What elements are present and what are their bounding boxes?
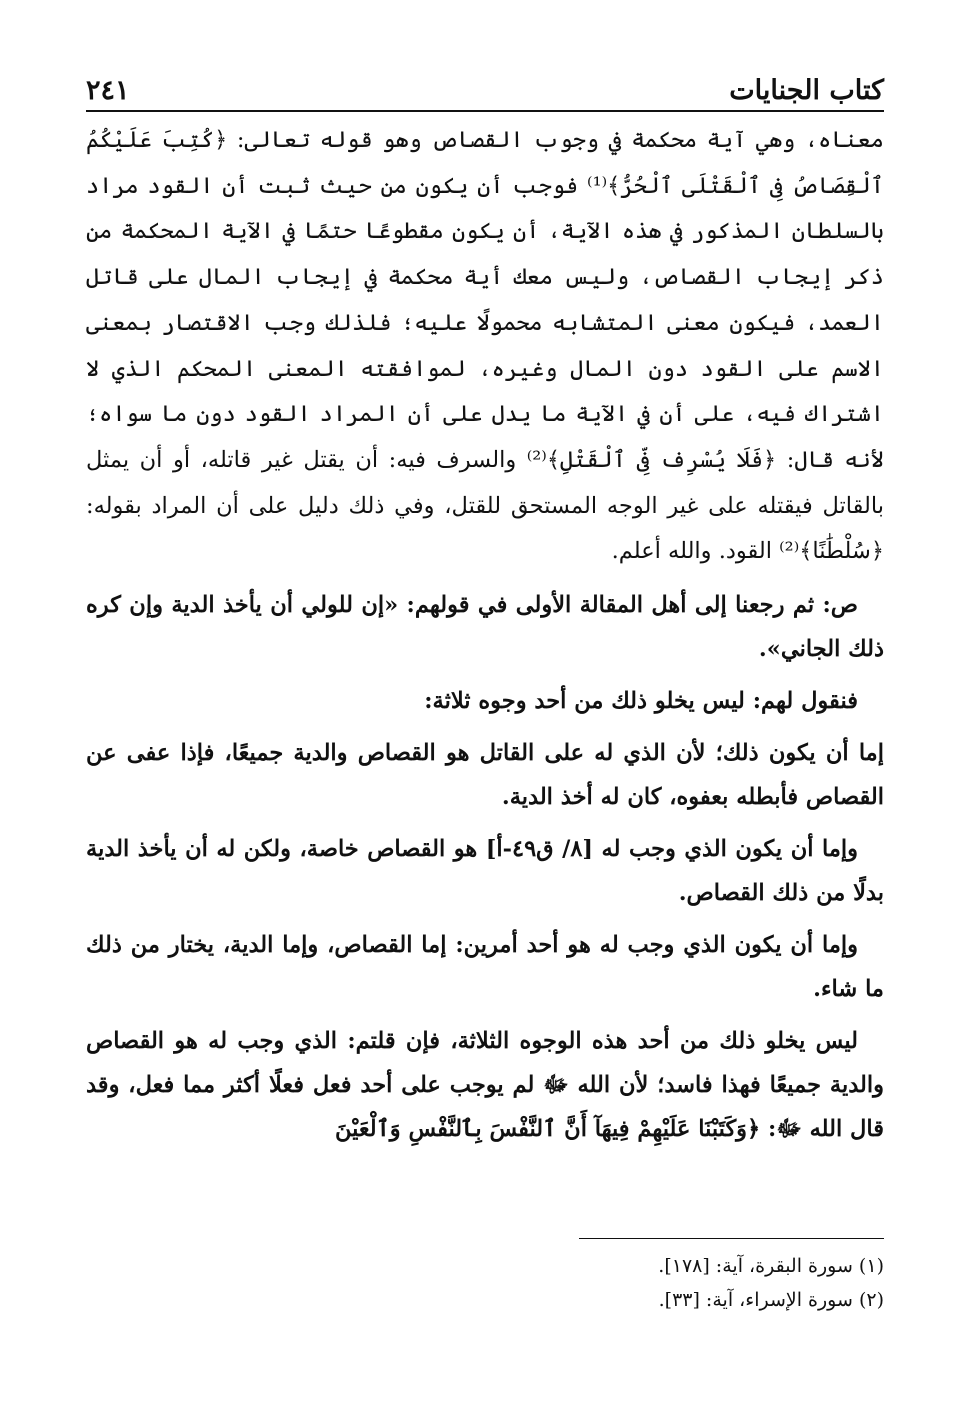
- paragraph-third-aspect: وإما أن يكون الذي وجب له هو أحد أمرين: إما القصاص، وإما الدية، يختار من ذلك ما شاء.: [86, 932, 884, 1003]
- paragraph-second-aspect: وإما أن يكون الذي وجب له [٨/ ق٤٩-أ] هو القصاص خاصة، ولكن له أن يأخذ الدية بدلًا من ذلك القصاص.: [86, 836, 884, 907]
- paragraph-commentary: معناه، وهي آية محكمة في وجوب القصاص وهو قوله تعالى: ﴿كُتِبَ عَلَيْكُمُ ٱلْقِصَاصُ فِى ٱلْقَتْلَى ٱلْحُرُّ﴾⁽¹⁾ فوجب أن يكون من حيث ثبت أن القود مراد بالسلطان المذكور في هذه الآية، أن يكون مقطوعًا حتمًا في الآية المحكمة من ذكر إيجاب القصاص، وليس معك أية محكمة في إيجاب المال على قاتل العمد، فيكون معنى المتشابه محمولًا عليه؛ فلذلك وجب الاقتصار بمعنى الاسم على القود دون المال وغيره، لموافقته المعنى المحكم الذي لا اشتراك فيه، على أن في الآية ما يدل على أن المراد القود دون ما سواه؛ لأنه قال: ﴿فَلَا يُسْرِف فِّى ٱلْقَتْلِ﴾⁽²⁾ والسرف فيه: أن يقتل غير قاتله، أو أن يمثل بالقاتل فيقتله على غير الوجه المستحق للقتل، وفي ذلك دليل على أن المراد بقوله: ﴿سُلْطَٰنًا﴾⁽²⁾ القود. والله أعلم.: [86, 127, 884, 565]
- paragraph-text-quote: ص: ثم رجعنا إلى أهل المقالة الأولى في قولهم: «إن للولي أن يأخذ الدية وإن كره ذلك الجاني».: [86, 592, 884, 663]
- main-text: [86, 118, 884, 1151]
- paragraph-three-aspects: فنقول لهم: ليس يخلو ذلك من أحد وجوه ثلاثة:: [424, 688, 858, 715]
- paragraph-refutation: ليس يخلو ذلك من أحد هذه الوجوه الثلاثة، فإن قلتم: الذي وجب له هو القصاص والدية جميعًا فهذا فاسد؛ لأن الله ﷻ لم يوجب على أحد فعل فعلًا أكثر مما فعل، وقد قال الله ﷻ: ﴿وَكَتَبْنَا عَلَيْهِمْ فِيهَآ أَنَّ ٱلنَّفْسَ بِٱلنَّفْسِ وَٱلْعَيْنَ: [86, 1028, 884, 1143]
- footnote-1: (١) سورة البقرة، آية: [١٧٨].: [658, 1255, 884, 1277]
- paragraph-first-aspect: إما أن يكون ذلك؛ لأن الذي له على القاتل هو القصاص والدية جميعًا، فإذا عفى عن القصاص فأبطله بعفوه، كان له أخذ الدية.: [86, 740, 884, 811]
- footnotes: [86, 1238, 884, 1317]
- footnote-divider: [579, 1238, 884, 1239]
- footnote-2: (٢) سورة الإسراء، آية: [٣٣].: [658, 1289, 884, 1311]
- page-header: [86, 60, 884, 112]
- page-number: ٢٤١: [86, 75, 130, 106]
- running-title: كتاب الجنايات: [729, 75, 884, 106]
